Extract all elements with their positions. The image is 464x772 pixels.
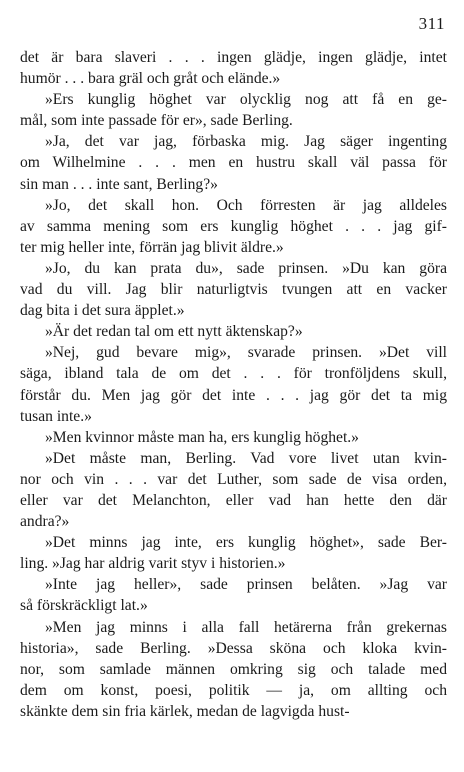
paragraph — [20, 258, 447, 321]
text-line: »Det måste man, Berling. Vad vore livet utan kvin- — [45, 449, 447, 467]
text-line: det är bara slaveri . . . ingen glädje, ingen glädje, intet — [20, 49, 447, 66]
text-line: sin man . . . inte sant, Berling?» — [20, 175, 218, 193]
text-line: »Är det redan tal om ett nytt äktenskap?» — [45, 323, 303, 341]
text-line: skänkte dem sin fria kärlek, medan de lagvigda hust- — [20, 702, 350, 720]
text-line: dag bita i det sura äpplet.» — [20, 302, 185, 320]
text-line: dem om konst, poesi, politik — ja, om allting och — [20, 681, 447, 699]
text-line: »Inte jag heller», sade prinsen belåten. »Jag var — [45, 576, 447, 594]
body-text — [20, 47, 447, 722]
text-line: så förskräckligt lat.» — [20, 597, 148, 615]
paragraph — [20, 617, 447, 722]
text-line: »Jo, du kan prata du», sade prinsen. »Du kan göra — [45, 259, 447, 277]
text-line: »Ja, det var jag, förbaska mig. Jag säger ingenting — [45, 133, 447, 151]
text-line: »Men jag minns i alla fall hetärerna från grekernas — [45, 618, 447, 636]
paragraph — [20, 574, 447, 616]
paragraph — [20, 532, 447, 574]
paragraph — [20, 342, 447, 426]
text-line: »Jo, det skall hon. Och förresten är jag alldeles — [45, 196, 447, 214]
paragraph — [20, 131, 447, 194]
paragraph — [20, 448, 447, 532]
paragraph — [20, 321, 447, 342]
paragraph — [20, 427, 447, 448]
page-number: 311 — [418, 14, 445, 33]
text-line: mål, som inte passade för er», sade Berling. — [20, 112, 293, 130]
text-line: historia», sade Berling. »Dessa sköna och kloka kvin- — [20, 639, 447, 657]
text-line: om Wilhelmine . . . men en hustru skall väl passa för — [20, 154, 447, 172]
text-line: »Det minns jag inte, ers kunglig höghet», sade Ber- — [45, 534, 447, 552]
text-line: »Nej, gud bevare mig», svarade prinsen. »Det vill — [45, 344, 447, 362]
text-line: tusan inte.» — [20, 407, 92, 425]
text-line: nor, som samlade männen omkring sig och talade med — [20, 660, 447, 678]
text-line: »Men kvinnor måste man ha, ers kunglig höghet.» — [45, 428, 359, 446]
paragraph — [20, 89, 447, 131]
text-line: humör . . . bara gräl och gråt och elände.» — [20, 70, 281, 88]
paragraph — [20, 47, 447, 89]
text-line: säga, ibland tala de om det . . . för tronföljdens skull, — [20, 365, 447, 383]
text-line: av samma mening som ers kunglig höghet . . . jag gif- — [20, 217, 447, 235]
text-line: ling. »Jag har aldrig varit styv i historien.» — [20, 555, 286, 573]
text-line: nor och vin . . . var det Luther, som sade de visa orden, — [20, 470, 447, 488]
paragraph — [20, 195, 447, 258]
text-line: ter mig heller inte, förrän jag blivit äldre.» — [20, 238, 284, 256]
text-line: andra?» — [20, 513, 70, 531]
text-line: »Ers kunglig höghet var olycklig nog att få en ge- — [45, 91, 447, 109]
text-line: förstår du. Men jag gör det inte . . . jag gör det ta mig — [20, 386, 447, 404]
text-line: eller var det Melanchton, eller vad han hette den där — [20, 491, 447, 509]
text-line: vad du vill. Jag blir naturligtvis tvungen att en vacker — [20, 281, 447, 299]
